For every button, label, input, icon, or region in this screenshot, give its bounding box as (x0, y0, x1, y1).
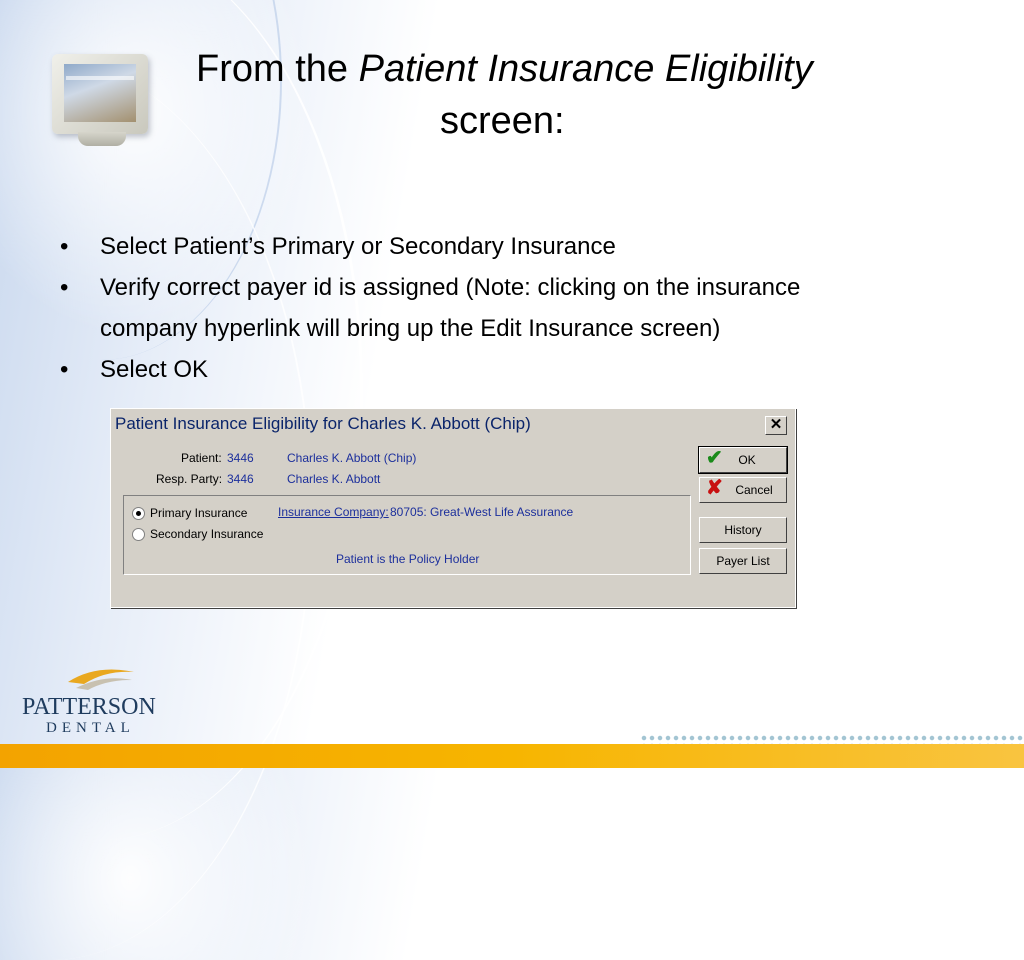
patient-label: Patient: (181, 451, 222, 465)
patient-name: Charles K. Abbott (Chip) (287, 451, 417, 465)
close-button[interactable]: ✕ (765, 416, 787, 435)
dialog-title: Patient Insurance Eligibility for Charles K. Abbott (Chip) (115, 414, 531, 433)
history-button-label: History (724, 523, 762, 537)
patient-id: 3446 (227, 451, 254, 465)
bullet-item (60, 267, 960, 308)
resp-party-id: 3446 (227, 472, 254, 486)
patterson-dental-logo (22, 668, 182, 744)
bullet-text: company hyperlink will bring up the Edit Insurance screen) (100, 315, 721, 342)
bullet-glyph: • (60, 233, 69, 260)
payer-list-button[interactable] (699, 548, 787, 574)
logo-brand: PATTERSON (22, 694, 156, 720)
payer-list-button-label: Payer List (716, 554, 770, 568)
checkmark-icon: ✔ (706, 447, 723, 469)
bullet-item (60, 349, 960, 390)
title-prefix: From the (196, 48, 359, 90)
resp-party-name: Charles K. Abbott (287, 472, 381, 486)
cancel-button[interactable] (699, 477, 787, 503)
bullet-item-continuation (60, 308, 960, 349)
dialog-titlebar (113, 412, 791, 436)
bullet-text: Select OK (100, 356, 209, 383)
title-italic: Patient Insurance Eligibility (358, 48, 813, 90)
insurance-company-link[interactable]: Insurance Company: (278, 505, 389, 519)
insurance-eligibility-dialog (110, 408, 796, 608)
title-line-2: screen: (440, 100, 565, 142)
logo-swoosh-icon (66, 668, 136, 690)
monitor-icon (52, 54, 152, 144)
x-icon: ✘ (706, 477, 723, 499)
bullet-text: Verify correct payer id is assigned (Note: clicking on the insurance (100, 274, 801, 301)
bullet-glyph: • (60, 274, 69, 301)
primary-insurance-label[interactable]: Primary Insurance (150, 506, 248, 520)
logo-sub: DENTAL (46, 720, 135, 736)
ok-button[interactable] (699, 447, 787, 473)
cancel-button-label: Cancel (735, 483, 773, 497)
bullet-text: Select Patient’s Primary or Secondary Insurance (100, 233, 616, 260)
policy-holder-text: Patient is the Policy Holder (336, 552, 480, 566)
secondary-insurance-label[interactable]: Secondary Insurance (150, 527, 264, 541)
insurance-groupbox (123, 495, 691, 575)
primary-insurance-radio[interactable] (132, 507, 145, 520)
secondary-insurance-radio[interactable] (132, 528, 145, 541)
ok-button-label: OK (738, 453, 756, 467)
bottom-accent-bar (0, 744, 1024, 768)
bullet-glyph: • (60, 356, 69, 383)
insurance-company-value: 80705: Great-West Life Assurance (390, 505, 574, 519)
bullet-item (60, 226, 960, 267)
history-button[interactable] (699, 517, 787, 543)
bullet-list (60, 226, 960, 390)
resp-party-label: Resp. Party: (156, 472, 223, 486)
